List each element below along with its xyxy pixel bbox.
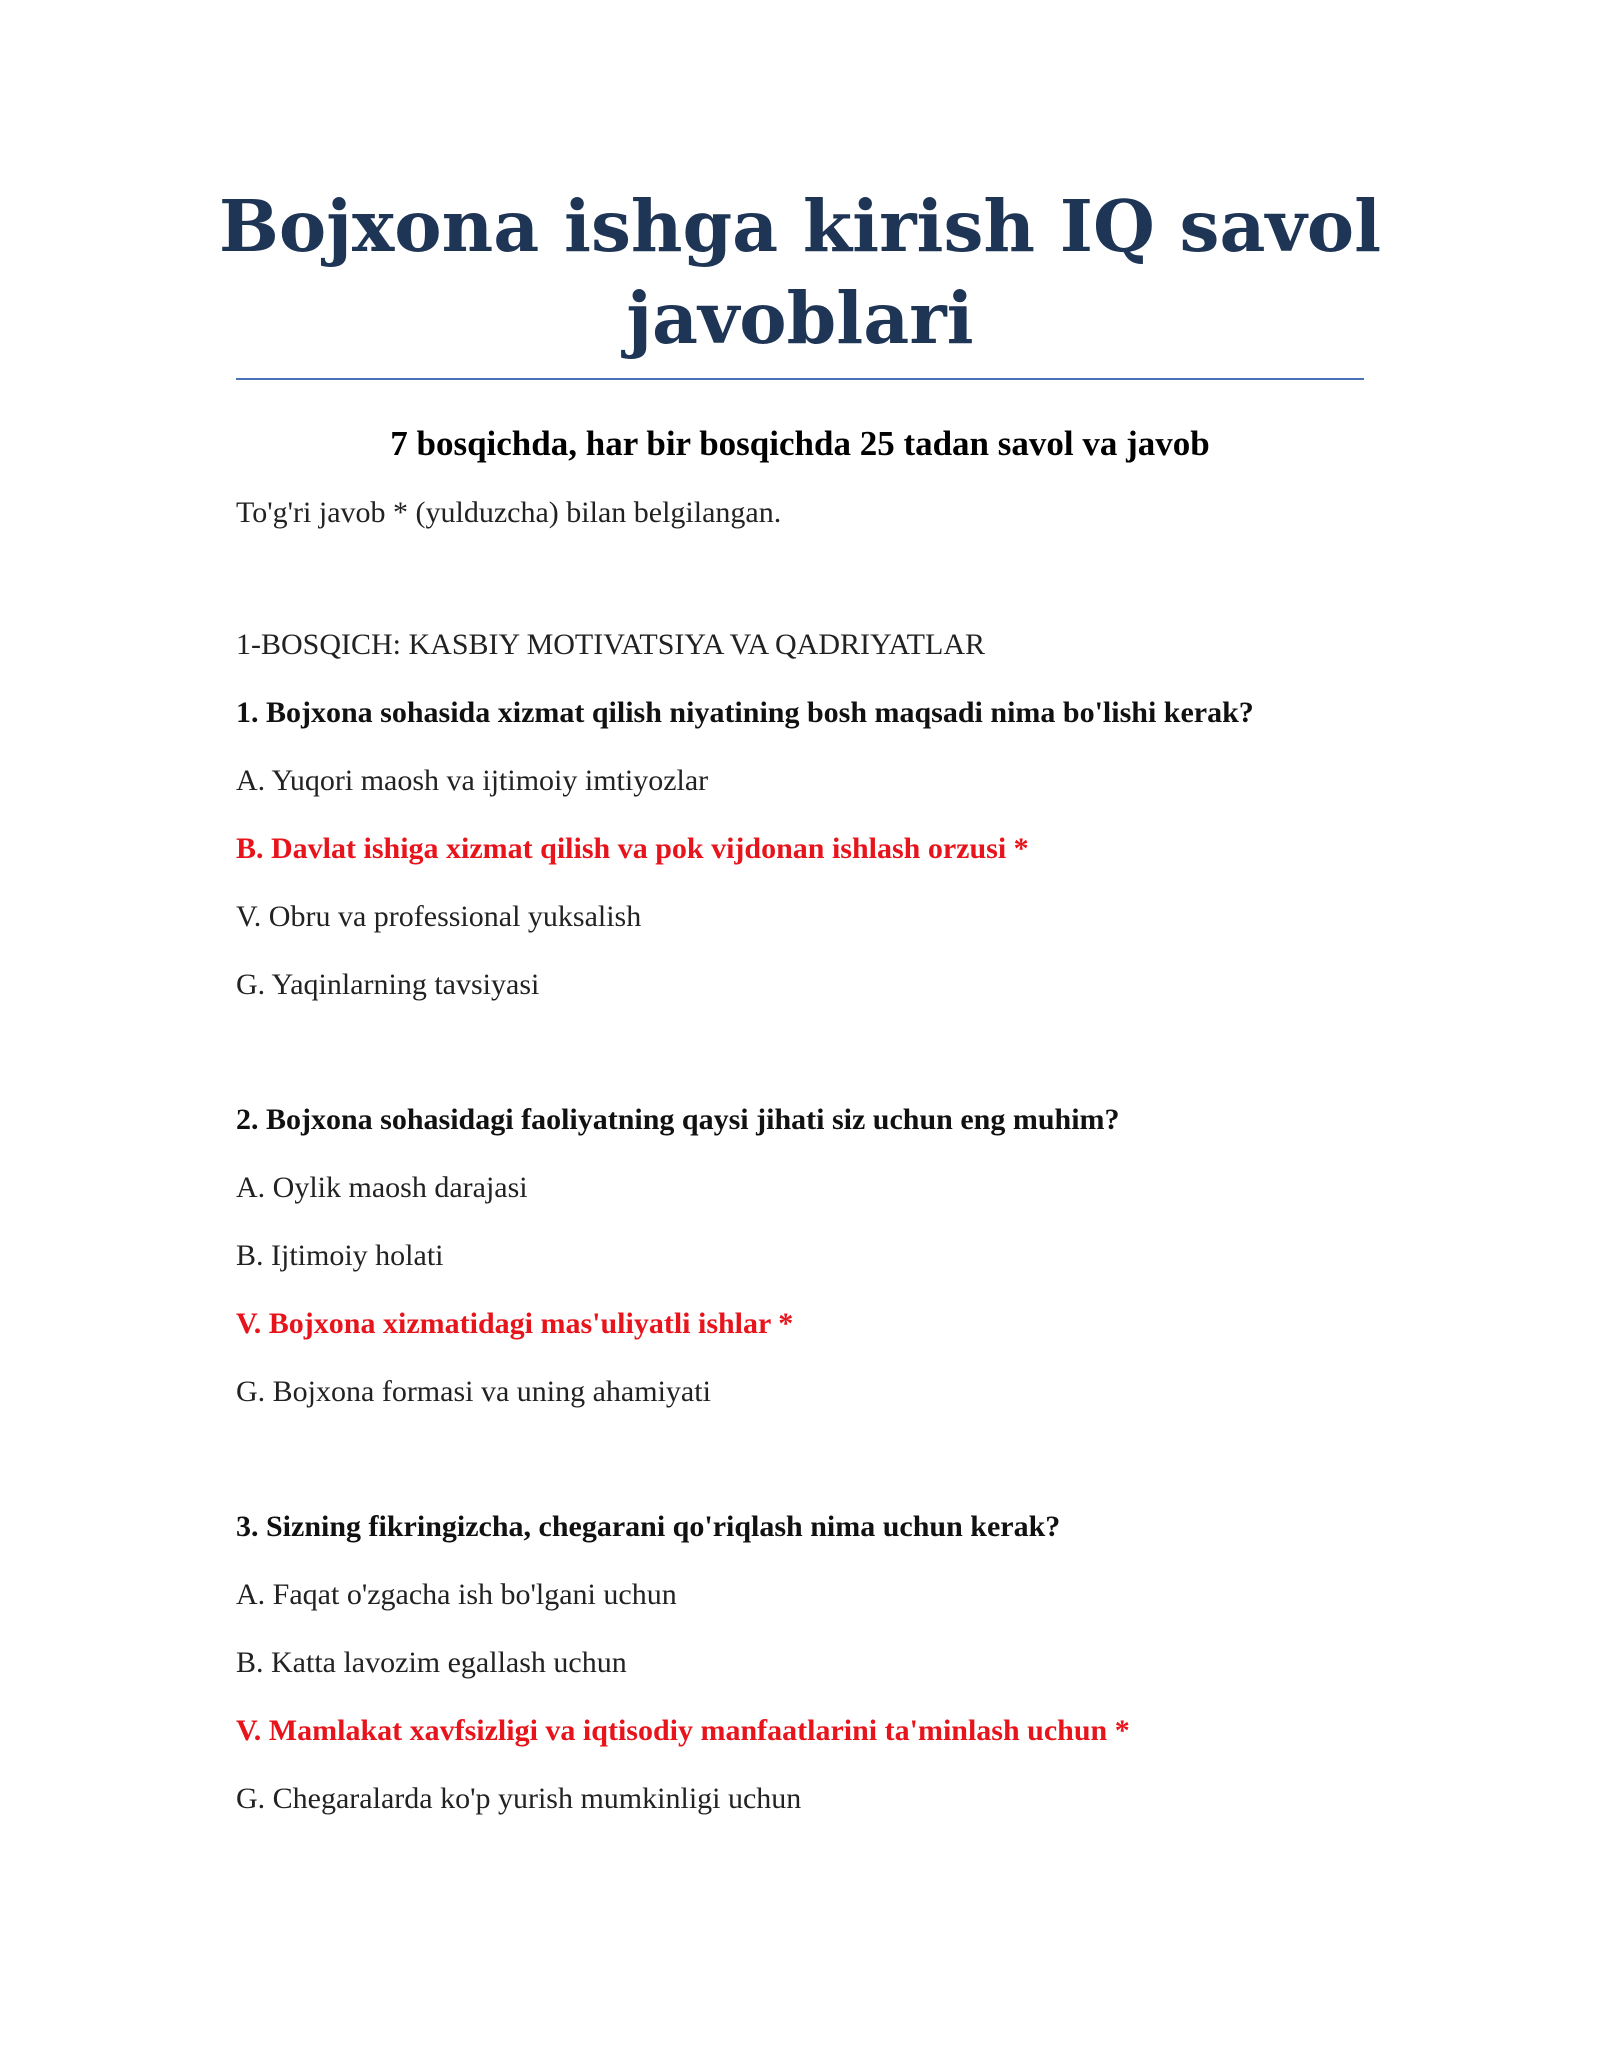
answer-option: G. Yaqinlarning tavsiyasi — [236, 968, 540, 1001]
correct-answer-option: B. Davlat ishiga xizmat qilish va pok vijdonan ishlash orzusi * — [236, 832, 1029, 865]
answer-option: B. Ijtimoiy holati — [236, 1239, 444, 1272]
question-text: 3. Sizning fikringizcha, chegarani qo'riqlash nima uchun kerak? — [236, 1510, 1061, 1543]
page-title: Bojxona ishga kirish IQ savol javoblari — [218, 184, 1382, 360]
question-block — [236, 1507, 1364, 1819]
question-block — [236, 1100, 1364, 1412]
question-block — [236, 693, 1364, 1005]
title-divider — [236, 378, 1364, 380]
correct-answer-option: V. Bojxona xizmatidagi mas'uliyatli ishlar * — [236, 1307, 794, 1340]
answer-option: V. Obru va professional yuksalish — [236, 900, 642, 933]
correct-answer-option: V. Mamlakat xavfsizligi va iqtisodiy manfaatlarini ta'minlash uchun * — [236, 1714, 1130, 1747]
section-heading: 1-BOSQICH: KASBIY MOTIVATSIYA VA QADRIYATLAR — [236, 628, 985, 661]
question-text: 1. Bojxona sohasida xizmat qilish niyatining bosh maqsadi nima bo'lishi kerak? — [236, 696, 1254, 729]
question-text: 2. Bojxona sohasidagi faoliyatning qaysi jihati siz uchun eng muhim? — [236, 1103, 1120, 1136]
answer-option: G. Chegaralarda ko'p yurish mumkinligi uchun — [236, 1782, 802, 1815]
answer-key-note: To'g'ri javob * (yulduzcha) bilan belgilangan. — [236, 496, 782, 529]
answer-option: B. Katta lavozim egallash uchun — [236, 1646, 627, 1679]
page-subtitle: 7 bosqichda, har bir bosqichda 25 tadan savol va javob — [390, 424, 1210, 463]
answer-option: A. Yuqori maosh va ijtimoiy imtiyozlar — [236, 764, 709, 797]
document-content — [218, 180, 1382, 1819]
answer-option: A. Faqat o'zgacha ish bo'lgani uchun — [236, 1578, 677, 1611]
answer-option: G. Bojxona formasi va uning ahamiyati — [236, 1375, 711, 1408]
answer-option: A. Oylik maosh darajasi — [236, 1171, 528, 1204]
